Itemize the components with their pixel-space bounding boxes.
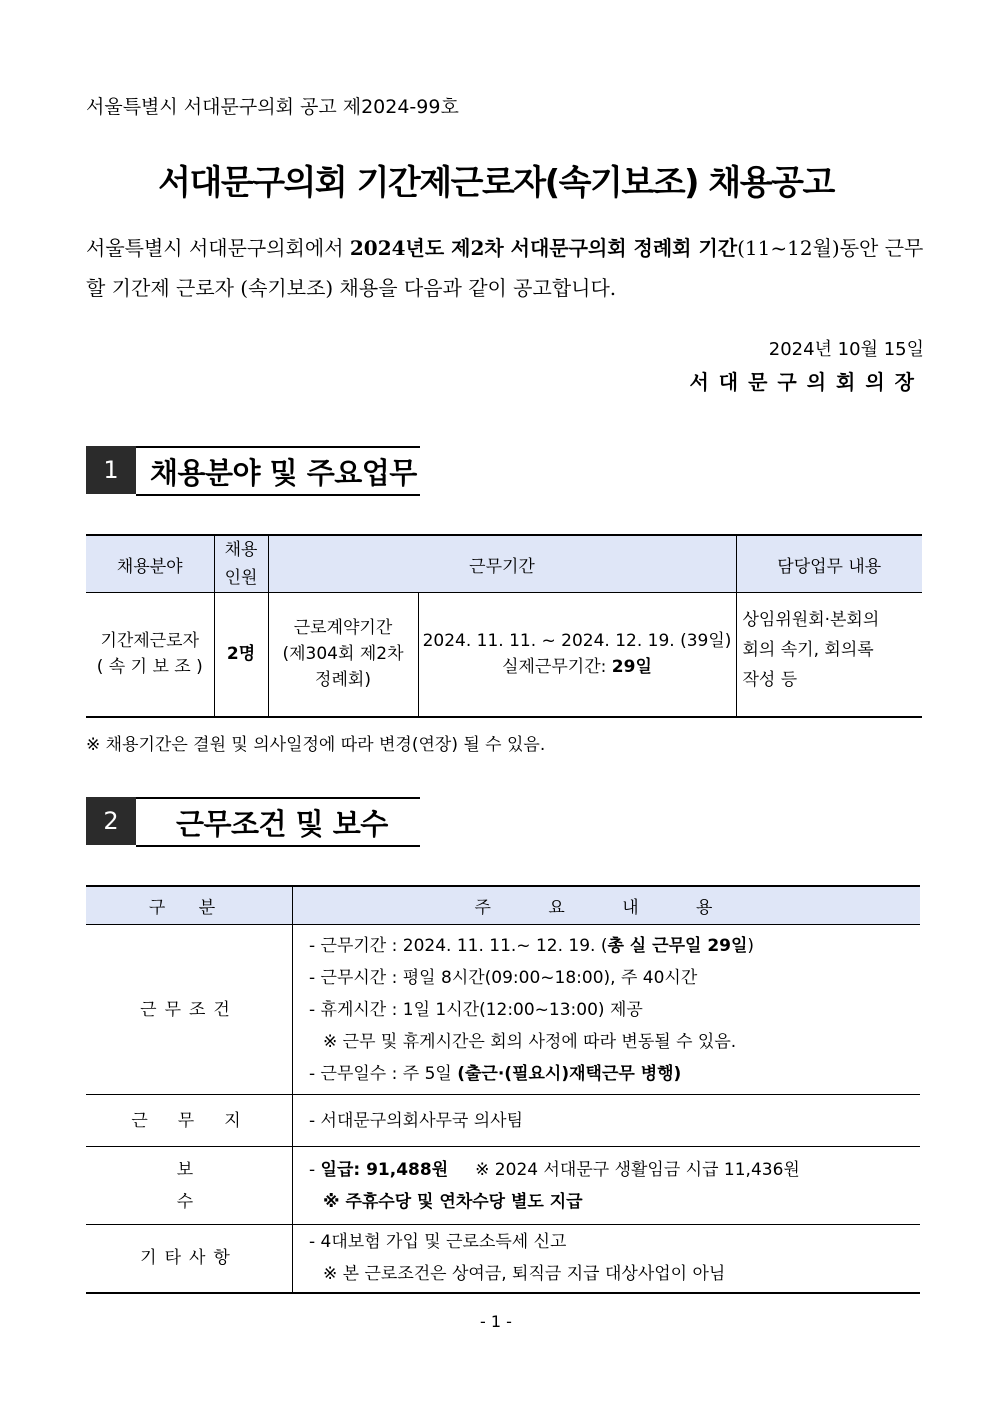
period-line1: 2024. 11. 11. ~ 2024. 12. 19. (39일) xyxy=(422,631,732,652)
cond-line1-suffix: ) xyxy=(747,935,755,956)
content-conditions xyxy=(293,925,921,1095)
content-pay xyxy=(293,1147,921,1225)
cond-line3: - 휴게시간 : 1일 1시간(12:00~13:00) 제공 xyxy=(309,999,643,1020)
section1-heading xyxy=(86,446,420,494)
period-prefix: 실제근무기간: xyxy=(502,657,612,678)
field-line2: ( 속 기 보 조 ) xyxy=(96,657,203,678)
field-line1: 기간제근로자 xyxy=(100,631,200,652)
pay-daily-wage: 일급: 91,488원 xyxy=(320,1159,449,1180)
content-etc xyxy=(293,1225,921,1293)
intro-part2: 2024년도 제2차 서대문구의회 정례회 기간 xyxy=(349,236,738,260)
cond-line5-bold: (출근·(필요시)재택근무 병행) xyxy=(457,1063,682,1084)
cond-line5-prefix: - 근무일수 : 주 5일 xyxy=(309,1063,458,1084)
pay-line1-suffix: ※ 2024 서대문구 생활임금 시급 11,436원 xyxy=(448,1159,800,1180)
header-count: 채용 인원 xyxy=(214,535,268,593)
cell-period xyxy=(418,593,736,717)
duty-line2: 회의 속기, 회의록 xyxy=(742,640,874,660)
label-pay: 보수 xyxy=(86,1147,293,1225)
section1-note: ※ 채용기간은 결원 및 의사일정에 따라 변경(연장) 될 수 있음. xyxy=(86,735,546,755)
etc-line2: ※ 본 근로조건은 상여금, 퇴직금 지급 대상사업이 아님 xyxy=(323,1264,726,1285)
period-days: 29일 xyxy=(611,657,652,678)
header-field: 채용분야 xyxy=(86,535,214,593)
pay-line2: ※ 주휴수당 및 연차수당 별도 지급 xyxy=(323,1191,583,1212)
pay-line1-prefix: - xyxy=(309,1159,321,1180)
recruitment-table xyxy=(86,534,922,718)
header-category: 구 분 xyxy=(86,886,293,925)
cell-count: 2명 xyxy=(214,593,268,717)
cell-duty xyxy=(736,593,922,717)
intro-paragraph xyxy=(86,228,926,308)
contract-line2: (제304회 제2차 xyxy=(282,644,404,665)
section2-number: 2 xyxy=(86,797,136,845)
contract-line1: 근로계약기간 xyxy=(293,618,393,639)
label-etc: 기타사항 xyxy=(86,1225,293,1293)
section1-number: 1 xyxy=(86,446,136,494)
cell-field xyxy=(86,593,214,717)
label-workplace: 근무지 xyxy=(86,1095,293,1147)
conditions-table xyxy=(86,885,920,1294)
notice-date: 2024년 10월 15일 xyxy=(768,339,924,360)
header-period: 근무기간 xyxy=(268,535,736,593)
period-line2 xyxy=(419,654,736,680)
page-title: 서대문구의회 기간제근로자(속기보조) 채용공고 xyxy=(158,163,834,203)
cond-line1-prefix: - 근무기간 : 2024. 11. 11.~ 12. 19. ( xyxy=(309,935,608,956)
cond-line2: - 근무시간 : 평일 8시간(09:00~18:00), 주 40시간 xyxy=(309,967,698,988)
notice-number: 서울특별시 서대문구의회 공고 제2024-99호 xyxy=(86,96,459,118)
intro-part3: (11~12월)동안 근무할 기간제 근로자 (속기보조) 채용을 다음과 같이 공고합니다. xyxy=(86,236,924,300)
section2-heading xyxy=(86,797,420,845)
contract-line3: 정례회) xyxy=(315,670,371,691)
duty-line3: 작성 등 xyxy=(742,670,798,690)
section2-title: 근무조건 및 보수 xyxy=(136,797,420,847)
header-content: 주 요 내 용 xyxy=(293,886,921,925)
label-conditions: 근무조건 xyxy=(86,925,293,1095)
section1-title: 채용분야 및 주요업무 xyxy=(136,446,420,496)
page-number: - 1 - xyxy=(480,1312,512,1331)
header-duty: 담당업무 내용 xyxy=(736,535,922,593)
intro-part1: 서울특별시 서대문구의회에서 xyxy=(86,236,350,260)
duty-line1: 상임위원회·본회의 xyxy=(742,610,880,630)
cond-line1-bold: 총 실 근무일 29일 xyxy=(607,935,748,956)
signer: 서대문구의회의장 xyxy=(689,370,924,394)
cell-contract xyxy=(268,593,418,717)
etc-line1: - 4대보험 가입 및 근로소득세 신고 xyxy=(309,1232,567,1253)
cond-line4: ※ 근무 및 휴게시간은 회의 사정에 따라 변동될 수 있음. xyxy=(323,1031,737,1052)
content-workplace: - 서대문구의회사무국 의사팀 xyxy=(293,1095,921,1147)
